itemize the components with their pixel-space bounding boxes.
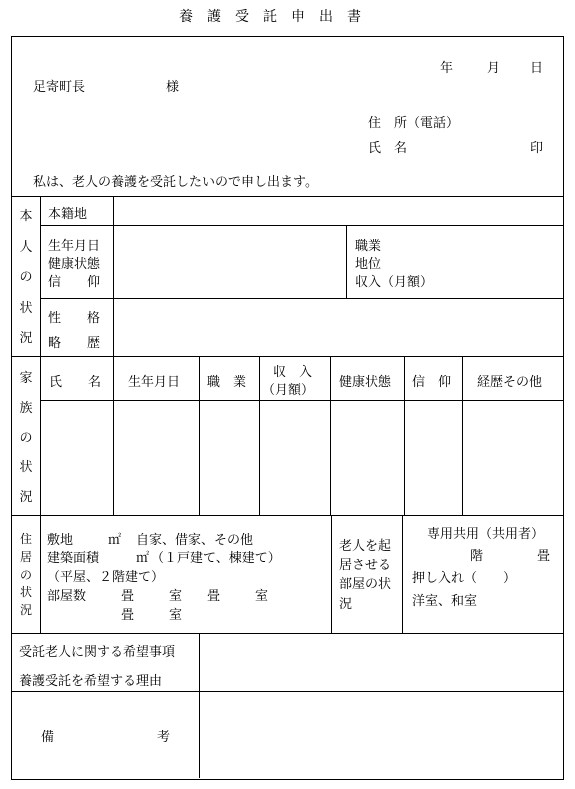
rule bbox=[113, 196, 114, 356]
family-col-income: 収 入 bbox=[273, 365, 313, 380]
address-label: 住 所（電話） bbox=[368, 116, 460, 131]
side-char: 本 bbox=[19, 209, 33, 224]
rule bbox=[404, 356, 405, 515]
family-col-birth: 生年月日 bbox=[128, 375, 181, 390]
rule bbox=[462, 356, 463, 515]
side-char: の bbox=[19, 270, 33, 285]
side-char: 況 bbox=[19, 490, 33, 505]
side-char: の bbox=[19, 567, 32, 582]
side-char: 況 bbox=[19, 603, 32, 617]
wishes-label: 受託老人に関する希望事項 bbox=[19, 645, 176, 660]
honseki-label: 本籍地 bbox=[48, 207, 88, 222]
family-col-job: 職 業 bbox=[207, 375, 247, 390]
shared-label: 専用共用（共用者） bbox=[427, 527, 545, 542]
rule bbox=[11, 356, 563, 357]
family-col-health: 健康状態 bbox=[339, 375, 392, 390]
rule bbox=[40, 400, 563, 401]
housing-side-label bbox=[15, 530, 37, 618]
room-label-line: 居させる bbox=[339, 558, 392, 573]
honorific: 様 bbox=[166, 80, 180, 95]
rule bbox=[199, 633, 200, 778]
family-col-belief: 信 仰 bbox=[412, 375, 452, 390]
family-col-other: 経歴その他 bbox=[477, 375, 543, 390]
side-char: 状 bbox=[19, 585, 32, 600]
family-col-income-unit: （月額） bbox=[262, 383, 315, 398]
rule bbox=[330, 356, 331, 515]
rule bbox=[40, 298, 563, 299]
addressee: 足寄町長 bbox=[33, 80, 86, 95]
tatami-unit: 畳 bbox=[207, 589, 221, 604]
rule bbox=[199, 356, 200, 515]
rule bbox=[402, 515, 403, 633]
remarks-label-left: 備 bbox=[41, 730, 55, 745]
job-label: 職業 bbox=[355, 239, 382, 254]
rule bbox=[40, 196, 41, 633]
rule bbox=[113, 356, 114, 515]
room-label-line: 況 bbox=[339, 597, 353, 612]
side-char: の bbox=[19, 430, 33, 446]
side-char: 居 bbox=[19, 549, 32, 564]
tatami-unit: 畳 bbox=[537, 549, 551, 564]
tatami-unit: 畳 bbox=[121, 589, 135, 604]
rule bbox=[259, 356, 260, 515]
rule bbox=[11, 633, 563, 634]
building-area-label: 建築面積 bbox=[47, 551, 100, 566]
date-day: 日 bbox=[530, 61, 544, 76]
family-col-name: 氏 名 bbox=[49, 375, 102, 390]
room-style-label: 洋室、和室 bbox=[412, 594, 478, 609]
side-char: 状 bbox=[19, 300, 33, 316]
name-label: 氏 名 bbox=[368, 141, 408, 156]
statement: 私は、老人の養護を受託したいので申し出ます。 bbox=[33, 175, 318, 190]
building-area-unit: ㎡ bbox=[136, 551, 150, 566]
side-char: 人 bbox=[19, 239, 33, 255]
form-frame bbox=[11, 36, 564, 780]
closet-label: 押し入れ（ ） bbox=[412, 571, 517, 586]
date-month: 月 bbox=[487, 61, 501, 76]
side-char: 族 bbox=[19, 400, 33, 416]
reason-label: 養護受託を希望する理由 bbox=[19, 674, 163, 689]
room-unit: 室 bbox=[169, 589, 183, 604]
side-char: 住 bbox=[19, 532, 32, 546]
room-unit: 室 bbox=[255, 589, 269, 604]
rule bbox=[331, 515, 332, 633]
tatami-unit: 畳 bbox=[121, 608, 135, 623]
floor-unit: 階 bbox=[470, 549, 484, 564]
rule bbox=[40, 225, 563, 226]
ownership-options: 自家、借家、その他 bbox=[136, 533, 254, 548]
rule bbox=[11, 691, 563, 692]
building-type-options: （１戸建て、棟建て） bbox=[151, 551, 281, 566]
family-side-label bbox=[15, 367, 37, 505]
belief-label: 信 仰 bbox=[48, 275, 101, 290]
site-area-label: 敷地 bbox=[47, 533, 74, 548]
remarks-label-right: 考 bbox=[157, 730, 171, 745]
side-char: 家 bbox=[19, 371, 33, 386]
rule bbox=[11, 515, 563, 516]
position-label: 地位 bbox=[355, 257, 382, 272]
room-count-label: 部屋数 bbox=[47, 589, 87, 604]
honin-side-label bbox=[15, 205, 37, 346]
room-label-line: 老人を起 bbox=[339, 539, 392, 554]
room-unit: 室 bbox=[169, 608, 183, 623]
health-label: 健康状態 bbox=[48, 257, 101, 272]
date-year: 年 bbox=[440, 61, 454, 76]
income-label: 収入（月額） bbox=[355, 275, 434, 290]
side-char: 状 bbox=[19, 460, 33, 476]
history-label: 略 歴 bbox=[48, 336, 101, 351]
birth-label: 生年月日 bbox=[48, 239, 101, 254]
rule bbox=[346, 225, 347, 298]
site-area-unit: ㎡ bbox=[108, 533, 122, 548]
side-char: 況 bbox=[19, 331, 33, 346]
floors-options: （平屋、２階建て） bbox=[47, 570, 165, 585]
room-label-line: 部屋の状 bbox=[339, 577, 392, 592]
personality-label: 性 格 bbox=[48, 311, 101, 326]
rule bbox=[11, 196, 563, 197]
page-title: 養 護 受 託 申 出 書 bbox=[179, 9, 361, 25]
seal-mark: 印 bbox=[530, 141, 544, 156]
